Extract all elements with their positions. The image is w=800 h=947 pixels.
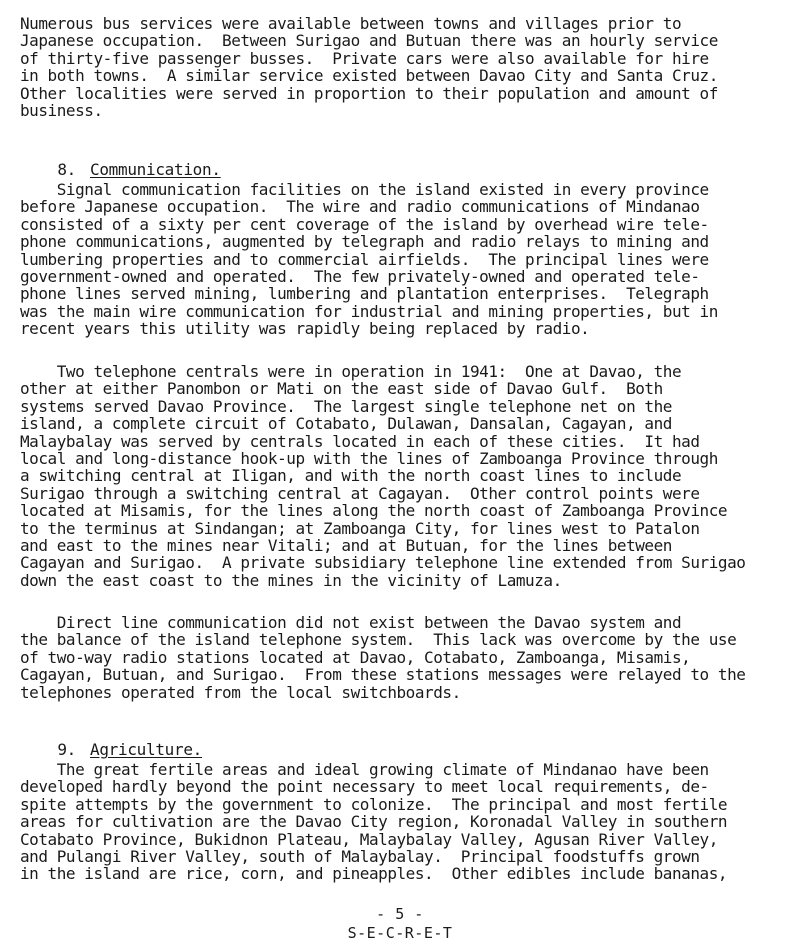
- text-line: Cagayan, Butuan, and Surigao. From these stations messages were relayed to the: [20, 665, 746, 685]
- text-line: spite attempts by the government to colonize. The principal and most fertile: [20, 794, 728, 814]
- text-line: government-owned and operated. The few privately-owned and operated tele-: [20, 267, 700, 287]
- text-line: Cotabato Province, Bukidnon Plateau, Malaybalay Valley, Agusan River Valley,: [20, 829, 718, 849]
- paragraph-telephone-centrals: [20, 363, 790, 589]
- text-line: Signal communication facilities on the island existed in every province: [20, 180, 709, 199]
- text-line: a switching central at Iligan, and with the north coast lines to include: [20, 466, 682, 486]
- section-title: Communication.: [90, 160, 221, 179]
- page-number: - 5 -: [376, 905, 424, 923]
- text-line: consisted of a sixty per cent coverage of the island by overhead wire tele-: [20, 214, 709, 234]
- text-line: Two telephone centrals were in operation in 1941: One at Davao, the: [20, 362, 682, 381]
- text-line: was the main wire communication for industrial and mining properties, but in: [20, 301, 718, 321]
- text-line: in the island are rice, corn, and pineapples. Other edibles include bananas,: [20, 864, 728, 884]
- text-line: other at either Panombon or Mati on the east side of Davao Gulf. Both: [20, 379, 663, 399]
- text-line: located at Misamis, for the lines along the north coast of Zamboanga Province: [20, 501, 728, 521]
- text-line: Cagayan and Surigao. A private subsidiary telephone line extended from Surigao: [20, 553, 746, 573]
- text-line: business.: [20, 101, 103, 121]
- text-line: and east to the mines near Vitali; and at Butuan, for the lines between: [20, 536, 672, 556]
- text-line: Surigao through a switching central at Cagayan. Other control points were: [20, 483, 700, 503]
- text-line: of thirty-five passenger busses. Private cars were also available for hire: [20, 48, 709, 68]
- section-title: Agriculture.: [90, 740, 203, 759]
- text-line: local and long-distance hook-up with the lines of Zamboanga Province through: [20, 449, 718, 469]
- text-line: Other localities were served in proportion to their population and amount of: [20, 83, 718, 103]
- text-line: developed hardly beyond the point necessary to meet local requirements, de-: [20, 777, 709, 797]
- text-line: systems served Davao Province. The largest single telephone net on the: [20, 396, 672, 416]
- classification-marking: S-E-C-R-E-T: [347, 924, 453, 942]
- text-line: to the terminus at Sindangan; at Zamboanga City, for lines west to Patalon: [20, 518, 700, 538]
- text-line: telephones operated from the local switchboards.: [20, 682, 461, 702]
- section-number: 8.: [57, 160, 77, 179]
- text-line: phone communications, augmented by telegraph and radio relays to mining and: [20, 232, 709, 252]
- text-line: island, a complete circuit of Cotabato, Dulawan, Dansalan, Cagayan, and: [20, 414, 672, 434]
- paragraph-agriculture: [20, 761, 790, 883]
- text-line: down the east coast to the mines in the vicinity of Lamuza.: [20, 570, 562, 590]
- text-line: and Pulangi River Valley, south of Malaybalay. Principal foodstuffs grown: [20, 847, 700, 867]
- paragraph-direct-line: [20, 614, 790, 701]
- text-line: in both towns. A similar service existed between Davao City and Santa Cruz.: [20, 66, 718, 86]
- text-line: Direct line communication did not exist between the Davao system and: [20, 613, 682, 632]
- text-line: phone lines served mining, lumbering and plantation enterprises. Telegraph: [20, 284, 709, 304]
- text-line: Numerous bus services were available between towns and villages prior to: [20, 14, 682, 33]
- text-line: of two-way radio stations located at Davao, Cotabato, Zamboanga, Misamis,: [20, 647, 691, 667]
- text-line: areas for cultivation are the Davao City region, Koronadal Valley in southern: [20, 812, 728, 832]
- paragraph-bus-services: [20, 15, 790, 119]
- paragraph-communication-facilities: [20, 181, 790, 338]
- text-line: Malaybalay was served by centrals located in each of these cities. It had: [20, 431, 700, 451]
- text-line: lumbering properties and to commercial airfields. The principal lines were: [20, 249, 709, 269]
- text-line: Japanese occupation. Between Surigao and Butuan there was an hourly service: [20, 31, 718, 51]
- text-line: The great fertile areas and ideal growing climate of Mindanao have been: [20, 760, 709, 779]
- text-line: the balance of the island telephone system. This lack was overcome by the use: [20, 630, 737, 650]
- text-line: recent years this utility was rapidly being replaced by radio.: [20, 319, 590, 339]
- section-number: 9.: [57, 740, 77, 759]
- text-line: before Japanese occupation. The wire and radio communications of Mindanao: [20, 197, 700, 217]
